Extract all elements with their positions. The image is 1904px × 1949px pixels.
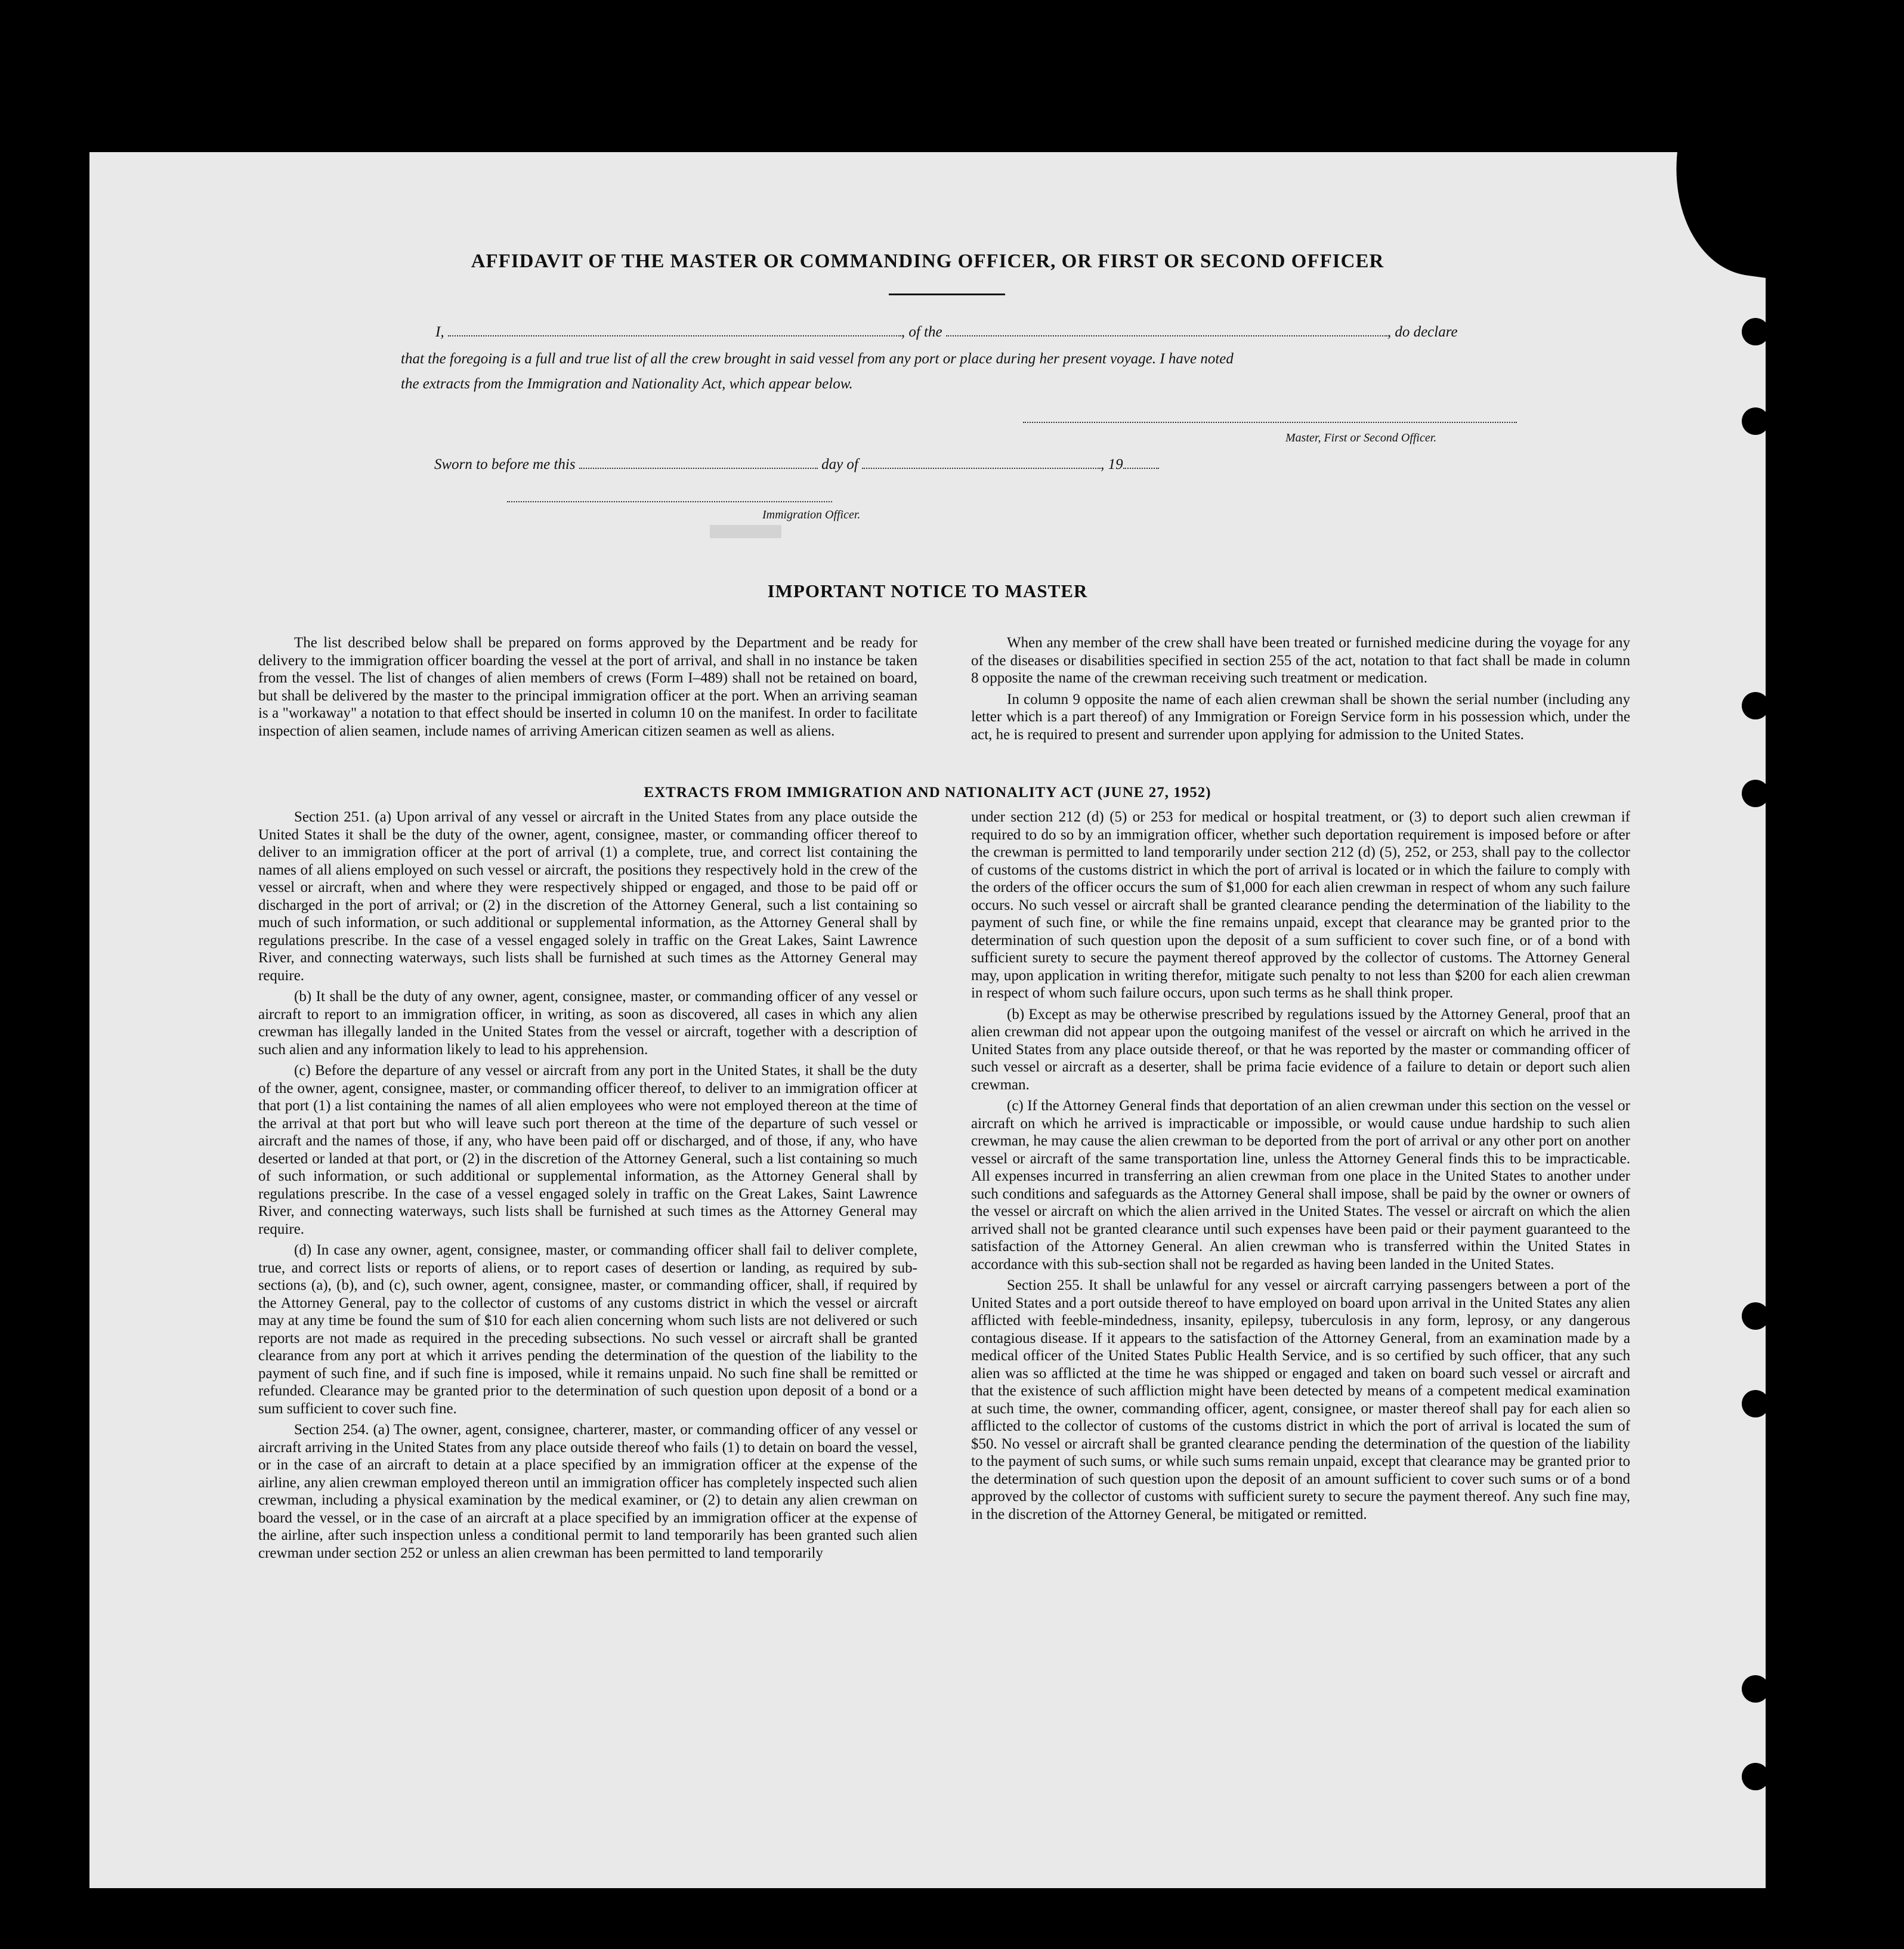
binder-hole: [1742, 318, 1766, 345]
name-field[interactable]: [448, 335, 901, 336]
officer-signature-label: Immigration Officer.: [762, 508, 861, 521]
section-251b: (b) It shall be the duty of any owner, agent, consignee, master, or commanding officer of any vessel or aircraft to report to an immigration officer, in writing, as soon as discovered, all cases in which any alien crewman has illegally landed in the United States from the vessel or aircraft, together with a description of such alien and any information likely to lead to his apprehension.: [258, 989, 917, 1058]
affidavit-title: AFFIDAVIT OF THE MASTER OR COMMANDING OFFICER, OR FIRST OR SECOND OFFICER: [471, 251, 1384, 272]
notice-right-column: [971, 634, 1630, 747]
binder-hole: [1742, 1302, 1766, 1330]
bleed-through-mark: [710, 525, 781, 538]
declaration-of-the: , of the: [901, 324, 942, 340]
notice-title: IMPORTANT NOTICE TO MASTER: [767, 580, 1088, 601]
section-251c: (c) Before the departure of any vessel or aircraft from any port in the United States, it shall be the duty of the owner, agent, consignee, master, or commanding officer thereof, to deliver to an immigration officer at that port (1) a list containing the names of all alien employees who were not employed thereon at the time of the arrival at that port but who will leave such port thereon at the time of the departure of such vessel or aircraft and the names of those, if any, who have been paid off or discharged, and of those, if any, who have deserted or landed at that port, or (2) in the discretion of the Attorney General, such a list containing so much of such information, or such additional or supplemental information, as the Attorney General shall by regulations prescribe. In the case of a vessel engaged solely in traffic on the Great Lakes, Saint Lawrence River, and connecting waterways, such lists shall be furnished at such times as the Attorney General may require.: [258, 1062, 917, 1237]
sworn-prefix: Sworn to before me this: [434, 456, 576, 472]
notice-right-paragraph-1: When any member of the crew shall have been treated or furnished medicine during the voyage for any of the diseases or disabilities specified in section 255 of the act, notation to that fact shall be made in column 8 opposite the name of the crewman receiving such treatment or medication.: [971, 635, 1630, 686]
binder-hole: [1742, 1675, 1766, 1703]
master-signature-label: Master, First or Second Officer.: [1285, 431, 1437, 444]
officer-signature-field[interactable]: [507, 501, 832, 502]
extracts-title: EXTRACTS FROM IMMIGRATION AND NATIONALITY ACT (JUNE 27, 1952): [644, 784, 1211, 801]
section-254a: Section 254. (a) The owner, agent, consignee, charterer, master, or commanding officer of any vessel or aircraft arriving in the United States from any place outside thereof who fails (1) to detain on board the vessel, or in the case of an aircraft to detain at a place specified by an immigration officer at the expense of the airline, any alien crewman employed thereon until an immigration officer has completely inspected such alien crewman, including a physical examination by the medical examiner, or (2) to detain any alien crewman on board the vessel, or in the case of an aircraft at a place specified by an immigration officer at the expense of the airline, after such inspection unless a conditional permit to land temporarily has been granted such alien crewman under section 252 or unless an alien crewman has been permitted to land temporarily: [258, 1422, 917, 1561]
extracts-left-column: [258, 808, 917, 1565]
notice-left-paragraph: The list described below shall be prepared on forms approved by the Department and be ready for delivery to the immigration officer boarding the vessel at the port of arrival, and shall in no instance be taken from the vessel. The list of changes of alien members of crews (Form I–489) shall not be retained on board, but shall be delivered by the master to the principal immigration officer at the port. When an arriving seaman is a "workaway" a notation to that effect should be inserted in column 10 on the manifest. In order to facilitate inspection of alien seamen, include names of arriving American citizen seamen as well as aliens.: [258, 635, 917, 739]
document-page: [89, 152, 1766, 1888]
vessel-field[interactable]: [946, 335, 1387, 336]
master-signature-field[interactable]: [1023, 422, 1517, 423]
title-rule: [889, 294, 1005, 295]
section-254c: (c) If the Attorney General finds that deportation of an alien crewman under this section on the vessel or aircraft on which he arrived is impracticable or impossible, or would cause undue hardship to such alien crewman, he may cause the alien crewman to be deported from the port of arrival or any other port on another vessel or aircraft of the same transportation line, unless the Attorney General finds this to be impracticable. All expenses incurred in transferring an alien crewman from one place in the United States to another under such conditions and safeguards as the Attorney General shall impose, shall be paid by the owner or owners of the vessel or aircraft on which the alien arrived in the United States. The vessel or aircraft on which the alien arrived shall not be granted clearance until such expenses have been paid or their payment guaranteed to the satisfaction of the Attorney General. An alien crewman who is transferred within the United States in accordance with this sub-section shall not be regarded as having been landed in the United States.: [971, 1098, 1630, 1272]
declaration-line-2: that the foregoing is a full and true list of all the crew brought in said vessel from any port or place during her present voyage. I have noted: [401, 351, 1234, 367]
section-254b: (b) Except as may be otherwise prescribed by regulations issued by the Attorney General, proof that an alien crewman did not appear upon the outgoing manifest of the vessel or aircraft on which he arrived in the United States from any place outside thereof, or that he was reported by the master or commanding officer of such vessel or aircraft as a deserter, shall be prima facie evidence of a failure to detain or deport such alien crewman.: [971, 1006, 1630, 1093]
sworn-year-prefix: , 19: [1101, 456, 1123, 472]
declaration-declare: , do declare: [1387, 324, 1458, 340]
declaration-i: I,: [435, 324, 444, 340]
binder-hole: [1742, 1763, 1766, 1790]
sworn-day-of: day of: [821, 456, 858, 472]
sworn-line: [434, 456, 1159, 473]
extracts-right-column: [971, 808, 1630, 1527]
binder-hole: [1742, 1390, 1766, 1417]
sworn-date-field[interactable]: [579, 468, 818, 469]
section-251d: (d) In case any owner, agent, consignee, master, or commanding officer shall fail to deliver complete, true, and correct lists or reports of aliens, or to report cases of desertion or landing, as required by sub-sections (a), (b), and (c), such owner, agent, consignee, master, or commanding officer, shall, if required by the Attorney General, pay to the collector of customs of any customs district in which the vessel or aircraft may at any time be found the sum of $10 for each alien concerning whom such lists are not delivered or such reports are not made as required in the preceding subsections. No such vessel or aircraft shall be granted clearance from any port at which it arrives pending the determination of the question of the liability to the payment of such fine, and if such fine is imposed, while it remains unpaid. No such fine shall be remitted or refunded. Clearance may be granted prior to the determination of such question upon deposit of a bond or a sum sufficient to cover such fine.: [258, 1242, 917, 1417]
section-254a-continued: under section 212 (d) (5) or 253 for medical or hospital treatment, or (3) to deport such alien crewman if required to do so by an immigration officer, whether such deportation requirement is imposed before or after the crewman is permitted to land temporarily under section 212 (d) (5), 252, or 253, shall pay to the collector of customs of the customs district in which the port of arrival is located or in which the failure to comply with the orders of the officer occurs the sum of $1,000 for each alien crewman in respect of whom any such failure occurs. No such vessel or aircraft shall be granted clearance pending the determination of the liability to the payment of such fine, or while the fine remains unpaid, except that clearance may be granted prior to the determination of such question upon the deposit of a sum sufficient to cover such fine, or of a bond with sufficient surety to secure the payment thereof approved by the collector of customs. The Attorney General may, upon application in writing therefor, mitigate such penalty to not less than $200 for each alien crewman in respect of whom such failure occurs, upon such terms as he shall think proper.: [971, 809, 1630, 1001]
declaration-line-1: [435, 324, 1458, 341]
notice-left-column: [258, 634, 917, 743]
sworn-year-field[interactable]: [1123, 468, 1159, 469]
declaration-line-3: the extracts from the Immigration and Nationality Act, which appear below.: [401, 376, 853, 392]
section-251a: Section 251. (a) Upon arrival of any vessel or aircraft in the United States from any place outside the United States it shall be the duty of the owner, agent, consignee, master, or commanding officer thereof to deliver to an immigration officer at the port of arrival (1) a complete, true, and correct list containing the names of all aliens employed on such vessel or aircraft, the positions they respectively hold in the crew of the vessel or aircraft, when and where they were respectively shipped or engaged, and those to be paid off or discharged in the port of arrival; or (2) in the discretion of the Attorney General, such a list containing so much of such information, or such additional or supplemental information, as the Attorney General shall by regulations prescribe. In the case of a vessel engaged solely in traffic on the Great Lakes, Saint Lawrence River, and connecting waterways, such lists shall be furnished at such times as the Attorney General may require.: [258, 809, 917, 984]
binder-hole: [1742, 407, 1766, 435]
sworn-month-field[interactable]: [862, 468, 1101, 469]
notice-right-paragraph-2: In column 9 opposite the name of each alien crewman shall be shown the serial number (including any letter which is a part thereof) of any Immigration or Foreign Service form in his possession which, under the act, he is required to present and surrender upon applying for admission to the United States.: [971, 691, 1630, 743]
section-255: Section 255. It shall be unlawful for any vessel or aircraft carrying passengers between a port of the United States and a port outside thereof to have employed on board upon arrival in the United States any alien afflicted with feeble-mindedness, insanity, epilepsy, tuberculosis in any form, leprosy, or any dangerous contagious disease. If it appears to the satisfaction of the Attorney General, from an examination made by a medical officer of the United States Public Health Service, and is so certified by such officer, that any such alien was so afflicted at the time he was shipped or engaged and taken on board such vessel or aircraft and that the existence of such affliction might have been detected by means of a competent medical examination at such time, the owner, commanding officer, agent, consignee, or master thereof shall pay for each alien so afflicted to the collector of customs of the customs district in which the port of arrival is located the sum of $50. No vessel or aircraft shall be granted clearance pending the determination of the question of the liability to the payment of such sums, or while such sums remain unpaid, except that clearance may be granted prior to the determination of such question upon the deposit of an amount sufficient to cover such sums or of a bond approved by the collector of customs with sufficient surety to secure the payment thereof. Any such fine may, in the discretion of the Attorney General, be mitigated or remitted.: [971, 1277, 1630, 1522]
binder-hole: [1742, 692, 1766, 719]
